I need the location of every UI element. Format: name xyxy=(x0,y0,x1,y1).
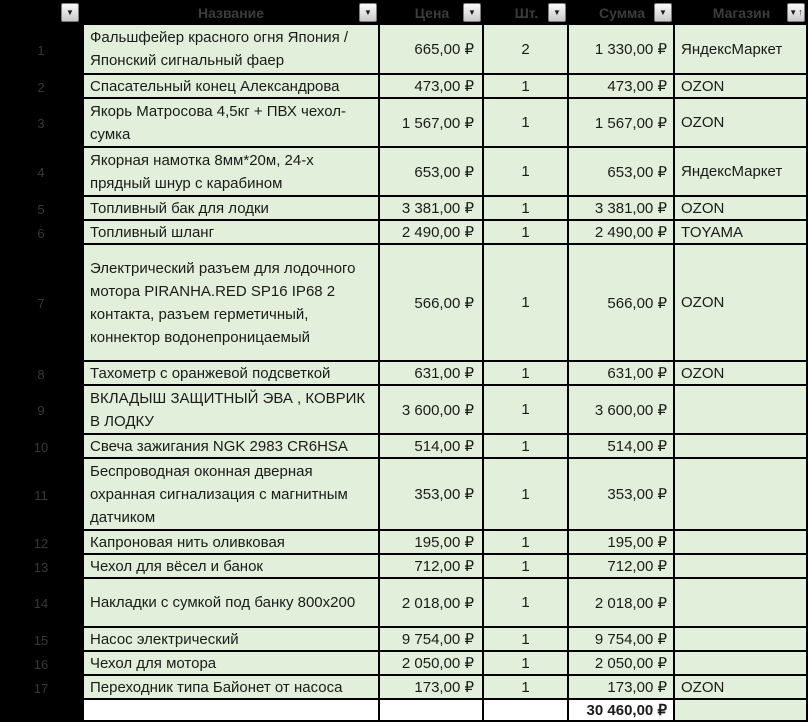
store-cell[interactable]: TOYAMA xyxy=(675,221,808,245)
table-row xyxy=(0,221,808,245)
product-name-cell[interactable]: Якорь Матросова 4,5кг + ПВХ чехол-сумка xyxy=(82,99,380,148)
quantity-cell[interactable]: 1 xyxy=(484,221,569,245)
store-cell[interactable]: ЯндексМаркет xyxy=(675,25,808,75)
filter-dropdown-icon: ▼ xyxy=(364,7,372,17)
product-name-cell[interactable]: Переходник типа Байонет от насоса xyxy=(82,676,380,700)
footer-empty-name-cell[interactable] xyxy=(82,700,380,722)
quantity-cell[interactable]: 1 xyxy=(484,555,569,579)
product-name-cell[interactable]: Беспроводная оконная дверная охранная сигнализация с магнитным датчиком xyxy=(82,459,380,531)
sum-cell[interactable]: 3 381,00 ₽ xyxy=(569,197,675,221)
quantity-cell[interactable]: 1 xyxy=(484,531,569,555)
store-cell[interactable] xyxy=(675,628,808,652)
sum-cell[interactable]: 1 330,00 ₽ xyxy=(569,25,675,75)
store-cell[interactable]: OZON xyxy=(675,245,808,362)
store-cell[interactable] xyxy=(675,531,808,555)
table-row xyxy=(0,99,808,148)
sum-cell[interactable]: 631,00 ₽ xyxy=(569,362,675,386)
price-cell[interactable]: 173,00 ₽ xyxy=(380,676,484,700)
quantity-cell[interactable]: 1 xyxy=(484,148,569,197)
store-cell[interactable] xyxy=(675,435,808,459)
filter-button[interactable] xyxy=(359,3,377,22)
price-cell[interactable]: 9 754,00 ₽ xyxy=(380,628,484,652)
price-cell[interactable]: 712,00 ₽ xyxy=(380,555,484,579)
quantity-cell[interactable]: 1 xyxy=(484,435,569,459)
corner-header-cell[interactable] xyxy=(0,0,82,25)
price-cell[interactable]: 3 381,00 ₽ xyxy=(380,197,484,221)
product-name-cell[interactable]: ВКЛАДЫШ ЗАЩИТНЫЙ ЭВА , КОВРИК В ЛОДКУ xyxy=(82,386,380,435)
product-name-cell[interactable]: Свеча зажигания NGK 2983 CR6HSA xyxy=(82,435,380,459)
footer-empty-price-cell[interactable] xyxy=(380,700,484,722)
sum-cell[interactable]: 353,00 ₽ xyxy=(569,459,675,531)
table-row xyxy=(0,148,808,197)
table-row xyxy=(0,197,808,221)
table-row xyxy=(0,25,808,75)
column-header-row xyxy=(0,0,808,25)
product-name-cell[interactable]: Чехол для мотора xyxy=(82,652,380,676)
sum-cell[interactable]: 653,00 ₽ xyxy=(569,148,675,197)
filter-button[interactable] xyxy=(61,3,79,22)
row-number[interactable]: 10 xyxy=(0,435,82,459)
product-name-cell[interactable]: Топливный бак для лодки xyxy=(82,197,380,221)
store-cell[interactable] xyxy=(675,579,808,628)
sum-cell[interactable]: 473,00 ₽ xyxy=(569,75,675,99)
column-header-label: Цена xyxy=(414,4,450,21)
store-cell[interactable]: ЯндексМаркет xyxy=(675,148,808,197)
table-row xyxy=(0,531,808,555)
sum-cell[interactable]: 3 600,00 ₽ xyxy=(569,386,675,435)
sort-ascending-icon: ↑ xyxy=(798,7,803,17)
column-header-label: Сумма xyxy=(598,4,646,21)
filter-button[interactable] xyxy=(654,3,672,22)
quantity-cell[interactable]: 1 xyxy=(484,652,569,676)
sum-cell[interactable]: 566,00 ₽ xyxy=(569,245,675,362)
product-name-cell[interactable]: Чехол для вёсел и банок xyxy=(82,555,380,579)
table-row xyxy=(0,628,808,652)
quantity-cell[interactable]: 1 xyxy=(484,99,569,148)
row-number-gutter[interactable] xyxy=(0,700,82,722)
filter-dropdown-icon: ▼ xyxy=(468,7,476,17)
row-number[interactable]: 4 xyxy=(0,148,82,197)
row-number[interactable]: 9 xyxy=(0,386,82,435)
table-row xyxy=(0,386,808,435)
filter-button[interactable] xyxy=(548,3,566,22)
row-number[interactable]: 2 xyxy=(0,75,82,99)
row-number[interactable]: 11 xyxy=(0,459,82,531)
row-number[interactable]: 3 xyxy=(0,99,82,148)
row-number[interactable]: 12 xyxy=(0,531,82,555)
column-header-store[interactable] xyxy=(675,0,808,25)
store-cell[interactable]: OZON xyxy=(675,197,808,221)
column-header-label: Название xyxy=(197,4,265,21)
price-cell[interactable]: 195,00 ₽ xyxy=(380,531,484,555)
price-cell[interactable]: 2 490,00 ₽ xyxy=(380,221,484,245)
price-cell[interactable]: 2 050,00 ₽ xyxy=(380,652,484,676)
product-name-cell[interactable]: Топливный шланг xyxy=(82,221,380,245)
sum-cell[interactable]: 712,00 ₽ xyxy=(569,555,675,579)
row-number[interactable]: 15 xyxy=(0,628,82,652)
price-cell[interactable]: 653,00 ₽ xyxy=(380,148,484,197)
price-cell[interactable]: 631,00 ₽ xyxy=(380,362,484,386)
footer-empty-store-cell[interactable] xyxy=(675,700,808,722)
price-cell[interactable]: 1 567,00 ₽ xyxy=(380,99,484,148)
quantity-cell[interactable]: 1 xyxy=(484,386,569,435)
price-cell[interactable]: 566,00 ₽ xyxy=(380,245,484,362)
column-header-label: Шт. xyxy=(514,4,539,21)
store-cell[interactable] xyxy=(675,555,808,579)
footer-empty-quantity-cell[interactable] xyxy=(484,700,569,722)
row-number[interactable]: 6 xyxy=(0,221,82,245)
sum-cell[interactable]: 2 018,00 ₽ xyxy=(569,579,675,628)
store-cell[interactable] xyxy=(675,386,808,435)
filter-sorted-button[interactable] xyxy=(787,3,805,22)
price-cell[interactable]: 3 600,00 ₽ xyxy=(380,386,484,435)
table-row xyxy=(0,459,808,531)
store-cell[interactable]: OZON xyxy=(675,362,808,386)
store-cell[interactable] xyxy=(675,652,808,676)
row-number[interactable]: 1 xyxy=(0,25,82,75)
price-cell[interactable]: 514,00 ₽ xyxy=(380,435,484,459)
table-row xyxy=(0,435,808,459)
column-header-name[interactable] xyxy=(82,0,380,25)
quantity-cell[interactable]: 1 xyxy=(484,676,569,700)
quantity-cell[interactable]: 1 xyxy=(484,579,569,628)
sum-cell[interactable]: 195,00 ₽ xyxy=(569,531,675,555)
filter-dropdown-icon: ▼ xyxy=(66,7,74,17)
price-cell[interactable]: 353,00 ₽ xyxy=(380,459,484,531)
sum-cell[interactable]: 1 567,00 ₽ xyxy=(569,99,675,148)
row-number[interactable]: 13 xyxy=(0,555,82,579)
price-cell[interactable]: 2 018,00 ₽ xyxy=(380,579,484,628)
row-number[interactable]: 5 xyxy=(0,197,82,221)
table-row xyxy=(0,652,808,676)
store-cell[interactable]: OZON xyxy=(675,676,808,700)
product-name-cell[interactable]: Якорная намотка 8мм*20м, 24-х прядный шнур с карабином xyxy=(82,148,380,197)
total-row xyxy=(0,700,808,722)
table-row xyxy=(0,362,808,386)
row-number[interactable]: 8 xyxy=(0,362,82,386)
product-name-cell[interactable]: Фальшфейер красного огня Япония / Японский сигнальный фаер xyxy=(82,25,380,75)
table-body xyxy=(0,25,808,700)
product-name-cell[interactable]: Накладки с сумкой под банку 800x200 xyxy=(82,579,380,628)
price-cell[interactable]: 665,00 ₽ xyxy=(380,25,484,75)
quantity-cell[interactable]: 1 xyxy=(484,459,569,531)
grand-total-cell[interactable]: 30 460,00 ₽ xyxy=(569,700,675,722)
row-number[interactable]: 16 xyxy=(0,652,82,676)
store-cell[interactable]: OZON xyxy=(675,99,808,148)
quantity-cell[interactable]: 1 xyxy=(484,628,569,652)
column-header-label: Магазин xyxy=(712,4,771,21)
product-name-cell[interactable]: Тахометр с оранжевой подсветкой xyxy=(82,362,380,386)
filter-dropdown-icon: ▼ xyxy=(789,7,798,17)
product-name-cell[interactable]: Насос электрический xyxy=(82,628,380,652)
table-row xyxy=(0,245,808,362)
quantity-cell[interactable]: 2 xyxy=(484,25,569,75)
filter-dropdown-icon: ▼ xyxy=(659,7,667,17)
table-row xyxy=(0,579,808,628)
sum-cell[interactable]: 173,00 ₽ xyxy=(569,676,675,700)
product-name-cell[interactable]: Электрический разъем для лодочного мотора PIRANHA.RED SP16 IP68 2 контакта, разъем герметичный, коннектор водонепроницаемый xyxy=(82,245,380,362)
row-number[interactable]: 17 xyxy=(0,676,82,700)
row-number[interactable]: 7 xyxy=(0,245,82,362)
price-cell[interactable]: 473,00 ₽ xyxy=(380,75,484,99)
row-number[interactable]: 14 xyxy=(0,579,82,628)
sum-cell[interactable]: 514,00 ₽ xyxy=(569,435,675,459)
product-name-cell[interactable]: Капроновая нить оливковая xyxy=(82,531,380,555)
quantity-cell[interactable]: 1 xyxy=(484,245,569,362)
sum-cell[interactable]: 2 050,00 ₽ xyxy=(569,652,675,676)
filter-button[interactable] xyxy=(463,3,481,22)
table-row xyxy=(0,75,808,99)
store-cell[interactable] xyxy=(675,459,808,531)
column-header-price[interactable] xyxy=(380,0,484,25)
product-name-cell[interactable]: Спасательный конец Александрова xyxy=(82,75,380,99)
table-row xyxy=(0,555,808,579)
sum-cell[interactable]: 9 754,00 ₽ xyxy=(569,628,675,652)
store-cell[interactable]: OZON xyxy=(675,75,808,99)
filter-dropdown-icon: ▼ xyxy=(553,7,561,17)
sum-cell[interactable]: 2 490,00 ₽ xyxy=(569,221,675,245)
table-row xyxy=(0,676,808,700)
column-header-quantity[interactable] xyxy=(484,0,569,25)
quantity-cell[interactable]: 1 xyxy=(484,75,569,99)
quantity-cell[interactable]: 1 xyxy=(484,197,569,221)
column-header-sum[interactable] xyxy=(569,0,675,25)
quantity-cell[interactable]: 1 xyxy=(484,362,569,386)
